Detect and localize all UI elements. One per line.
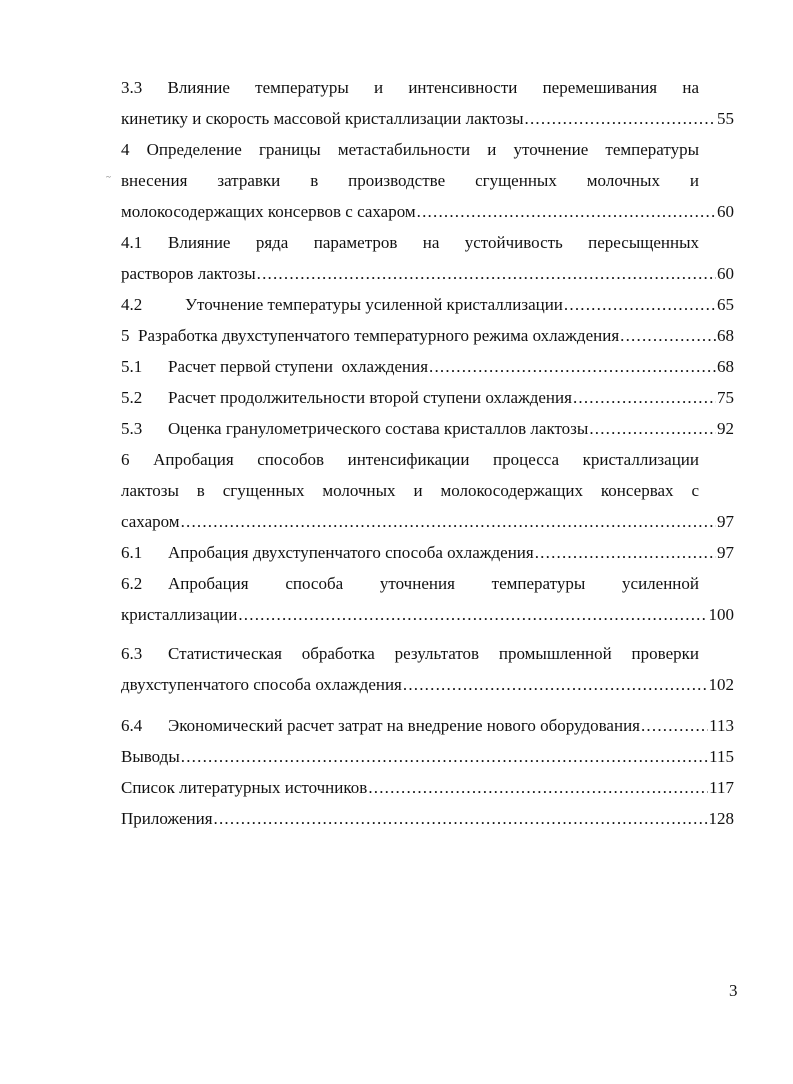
dot-leader — [564, 289, 716, 320]
table-of-contents — [121, 72, 734, 834]
dot-leader — [429, 351, 716, 382]
toc-page-number: 68 — [717, 357, 734, 376]
toc-entry-line: внесения затравки в производстве сгущенных молочных и — [121, 171, 699, 190]
toc-entry-6-2 — [121, 568, 734, 630]
toc-entry-line: молокосодержащих консервов с сахаром — [121, 202, 416, 221]
toc-section-number: 5.3 — [121, 419, 143, 438]
dot-leader — [535, 537, 716, 568]
toc-entry-6-1 — [121, 537, 734, 568]
toc-entry-appendices — [121, 803, 734, 834]
toc-entry-line: Влияние ряда параметров на устойчивость пересыщенных — [168, 233, 699, 252]
toc-entry-title: Расчет продолжительности второй ступени охлаждения — [168, 388, 572, 407]
toc-section-number: 6.1 — [121, 543, 143, 562]
dot-leader — [573, 382, 716, 413]
toc-entry-title: 5 Разработка двухступенчатого температурного режима охлаждения — [121, 326, 620, 345]
dot-leader — [368, 772, 708, 803]
toc-page-number: 100 — [708, 605, 734, 624]
dot-leader — [641, 710, 708, 741]
toc-entry-conclusions — [121, 741, 734, 772]
toc-page-number: 115 — [709, 747, 734, 766]
toc-entry-5 — [121, 320, 734, 351]
dot-leader — [403, 669, 708, 700]
dot-leader — [181, 741, 708, 772]
toc-entry-5-3 — [121, 413, 734, 444]
toc-section-number: 4.2 — [121, 295, 143, 314]
toc-page-number: 75 — [717, 388, 734, 407]
toc-entry-line: Апробация способа уточнения температуры усиленной — [168, 574, 699, 593]
toc-entry-title: Приложения — [121, 809, 213, 828]
dot-leader — [525, 103, 716, 134]
toc-entry-title: Экономический расчет затрат на внедрение нового оборудования — [168, 716, 640, 735]
toc-entry-line: кинетику и скорость массовой кристаллизации лактозы — [121, 109, 524, 128]
toc-section-number: 6.2 — [121, 574, 143, 593]
dot-leader — [238, 599, 707, 630]
toc-entry-title: Расчет первой ступени охлаждения — [168, 357, 429, 376]
toc-entry-4-2 — [121, 289, 734, 320]
toc-entry-title: Выводы — [121, 747, 180, 766]
dot-leader — [589, 413, 716, 444]
toc-entry-line: 3.3 Влияние температуры и интенсивности перемешивания на — [121, 78, 699, 97]
toc-entry-5-2 — [121, 382, 734, 413]
toc-entry-6-3 — [121, 638, 734, 700]
toc-entry-title: Оценка гранулометрического состава кристаллов лактозы — [168, 419, 589, 438]
toc-entry-line: двухступенчатого способа охлаждения — [121, 675, 402, 694]
dot-leader — [417, 196, 716, 227]
toc-entry-6 — [121, 444, 734, 537]
page-number: 3 — [729, 981, 738, 1000]
toc-page-number: 68 — [717, 326, 734, 345]
margin-mark: ~ — [106, 172, 111, 182]
dot-leader — [214, 803, 708, 834]
toc-entry-line: Статистическая обработка результатов промышленной проверки — [168, 644, 699, 663]
toc-section-number: 5.1 — [121, 357, 143, 376]
toc-entry-line: растворов лактозы — [121, 264, 256, 283]
toc-entry-5-1 — [121, 351, 734, 382]
toc-page-number: 102 — [708, 675, 734, 694]
toc-entry-title: Уточнение температуры усиленной кристаллизации — [185, 295, 563, 314]
dot-leader — [620, 320, 716, 351]
toc-entry-line: 4 Определение границы метастабильности и уточнение температуры — [121, 140, 699, 159]
toc-entry-title: Апробация двухступенчатого способа охлаждения — [168, 543, 534, 562]
toc-page-number: 117 — [709, 778, 734, 797]
toc-page-number: 97 — [717, 512, 734, 531]
toc-page-number: 60 — [717, 202, 734, 221]
toc-page-number: 92 — [717, 419, 734, 438]
dot-leader — [257, 258, 716, 289]
toc-page-number: 128 — [708, 809, 734, 828]
toc-entry-4 — [121, 134, 734, 227]
toc-entry-line: сахаром — [121, 512, 180, 531]
toc-page-number: 97 — [717, 543, 734, 562]
toc-page-number: 60 — [717, 264, 734, 283]
toc-entry-6-4 — [121, 710, 734, 741]
toc-entry-title: Список литературных источников — [121, 778, 368, 797]
toc-section-number: 6.3 — [121, 644, 143, 663]
toc-section-number: 5.2 — [121, 388, 143, 407]
toc-page-number: 65 — [717, 295, 734, 314]
dot-leader — [181, 506, 716, 537]
toc-page-number: 55 — [717, 109, 734, 128]
toc-entry-4-1 — [121, 227, 734, 289]
toc-entry-line: кристаллизации — [121, 605, 238, 624]
toc-entry-line: лактозы в сгущенных молочных и молокосодержащих консервах с — [121, 481, 699, 500]
toc-entry-line: 6 Апробация способов интенсификации процесса кристаллизации — [121, 450, 699, 469]
toc-section-number: 4.1 — [121, 233, 143, 252]
toc-entry-references — [121, 772, 734, 803]
toc-section-number: 6.4 — [121, 716, 143, 735]
toc-entry-3-3 — [121, 72, 734, 134]
toc-page-number: 113 — [709, 716, 734, 735]
